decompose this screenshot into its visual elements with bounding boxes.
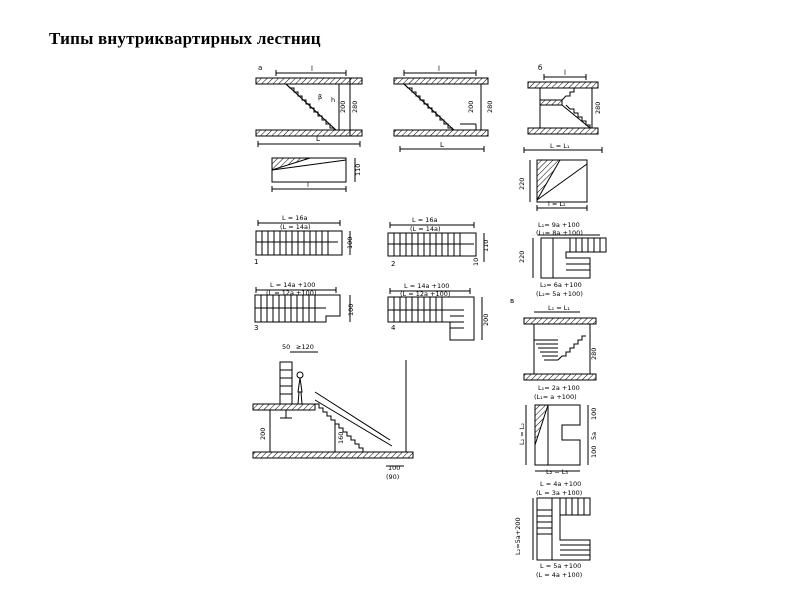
dim-L-3a100: (L = 3а +100): [536, 489, 583, 497]
dim-110-2: 110: [482, 239, 490, 252]
plan-v1: [526, 405, 588, 471]
dim-280-v: 280: [590, 347, 598, 360]
plan-number-1: 1: [254, 258, 259, 266]
dim-110: 110: [354, 163, 362, 176]
page-title: Типы внутриквартирных лестниц: [49, 29, 321, 48]
dim-L2-6a100: L₂= 6а +100: [540, 281, 582, 289]
dim-L14a-2: (L = 14а): [410, 225, 441, 233]
dim-L1-9a100: L₁= 9а +100: [538, 221, 580, 229]
dim-100-1: 100: [346, 236, 354, 249]
dim-220-b2: 220: [518, 250, 526, 263]
dim-L2-eq-L2v: L₂ = L₂: [518, 422, 526, 445]
plan-number-3: 3: [254, 324, 259, 332]
dim-ge120: ≥120: [296, 343, 314, 351]
dim-L1-eq-L1: L₁ = L₁: [548, 304, 571, 312]
dim-280-b: 280: [594, 101, 602, 114]
section-person: [253, 352, 413, 466]
dim-L-bottom-a1: L: [316, 135, 320, 143]
dim-220-b: 220: [518, 177, 526, 190]
label-h: h: [331, 96, 336, 104]
dim-100-person: 100: [388, 464, 401, 472]
dim-L16a-2: L = 16а: [412, 216, 438, 224]
label-b: б: [538, 64, 543, 72]
dim-200-a2: 200: [467, 100, 475, 113]
plan-number-2: 2: [391, 260, 396, 268]
label-v: в: [510, 297, 515, 305]
dim-L-eq-L1: L = L₁: [550, 142, 570, 150]
dim-280-a2: 280: [486, 100, 494, 113]
plan-v2: [533, 498, 590, 560]
dim-100-v1b: 100: [590, 445, 598, 458]
dim-100-v1a: 100: [590, 407, 598, 420]
dim-280-a1: 280: [351, 100, 359, 113]
dim-l-top-a1: l: [311, 65, 313, 73]
dim-100-3: 100: [347, 303, 355, 316]
dim-10-2: 10: [472, 257, 480, 266]
dim-L1-8a100: (L₁= 8а +100): [536, 229, 583, 237]
dim-L-4a100: L = 4а +100: [540, 480, 582, 488]
dim-160: 160: [337, 431, 345, 444]
dim-l-top-a2: l: [438, 65, 440, 73]
plan-a: [272, 158, 355, 192]
section-v: [524, 312, 596, 380]
dim-L-bottom-a2: L: [440, 141, 444, 149]
dim-200-a1: 200: [339, 100, 347, 113]
dim-200-person: 200: [259, 427, 267, 440]
plan-number-4: 4: [391, 324, 396, 332]
dim-L2-eq-L3: L₂ = L₃: [546, 468, 569, 476]
dim-l-plan-a: l: [307, 181, 309, 189]
dim-L1-a100: (L₁= а +100): [534, 393, 577, 401]
dim-L16a-1: L = 16а: [282, 214, 308, 222]
dim-L12a100-3: (L = 12а +100): [266, 289, 317, 297]
dim-L-4a100-p: (L = 4а +100): [536, 571, 583, 579]
dim-l-top-b: l: [564, 69, 566, 77]
dim-L12a100-4: (L = 12а +100): [400, 290, 451, 298]
label-beta: β: [318, 93, 323, 101]
dim-L2-5a100: (L₂= 5а +100): [536, 290, 583, 298]
dim-50: 50: [282, 343, 291, 351]
dim-90-person: (90): [386, 473, 400, 481]
plan-b2: [533, 235, 606, 278]
dim-L14a100-3: L = 14а +100: [270, 281, 316, 289]
dim-L-5a100: L = 5а +100: [540, 562, 582, 570]
dim-L14a-1: (L = 14а): [280, 223, 311, 231]
dim-L14a100-4: L = 14а +100: [404, 282, 450, 290]
dim-L1-2a100: L₁= 2а +100: [538, 384, 580, 392]
dim-5a-v1: 5а: [590, 431, 598, 440]
label-a: а: [258, 64, 263, 72]
dim-L2-5a200: L₂=5а+200: [514, 517, 522, 555]
dim-200-4: 200: [482, 313, 490, 326]
dim-l-eq-L2: l = L₂: [548, 200, 566, 208]
